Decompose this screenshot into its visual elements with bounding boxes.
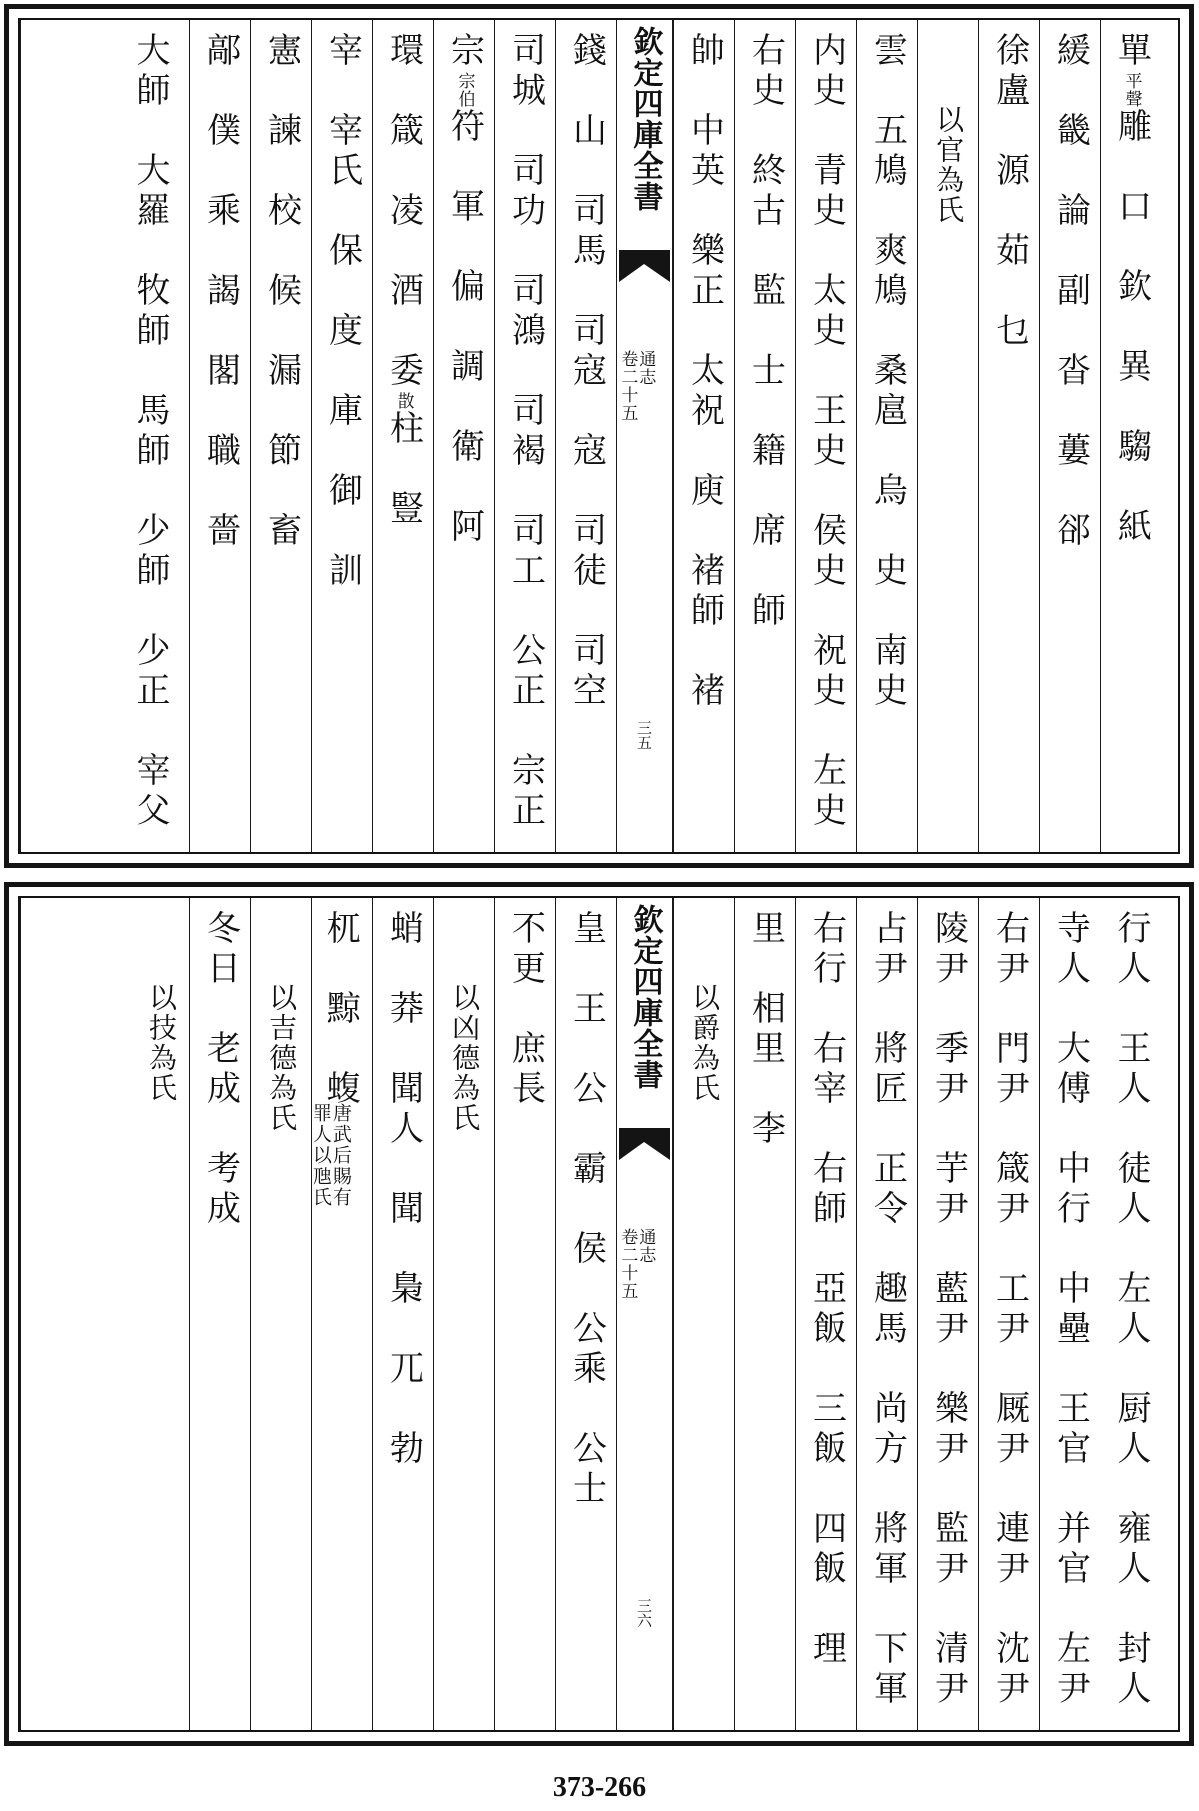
- column-text: 行人 王人 徒人 左人 厨人 雍人 封人: [1111, 910, 1152, 1710]
- text-column-9: [555, 20, 616, 852]
- inline-note: 㪚: [393, 392, 414, 410]
- text-column-3: [978, 20, 1039, 852]
- section-heading: 以凶德為氏: [448, 983, 482, 1133]
- text-column-11: [433, 20, 494, 852]
- text-column-13: [311, 898, 372, 1730]
- column-text: 帥 中英 樂正 太祝 庾 褚師 褚: [684, 32, 725, 712]
- column-text: 單平聲雕 口 欽 異 騶 紙: [1111, 32, 1152, 548]
- inline-note: 宗伯: [454, 72, 475, 108]
- fishtail-mark: [619, 1128, 670, 1170]
- page-number: 373-266: [552, 1772, 647, 1803]
- text-column-6: [795, 20, 856, 852]
- running-head: 欽定四庫全書: [627, 904, 663, 1090]
- text-column-7: [734, 20, 795, 852]
- text-column-10: [494, 898, 555, 1730]
- running-head: 欽定四庫全書: [627, 26, 663, 212]
- top-page-frame: [18, 18, 1180, 854]
- column-text: 司城 司功 司鴻 司褐 司工 公正 宗正: [505, 32, 546, 832]
- annotation-note: 唐武后賜有: [329, 1103, 352, 1208]
- text-column-7: [734, 898, 795, 1730]
- column-text: 内史 青史 太史 王史 侯史 祝史 左史: [806, 32, 847, 832]
- column-text: 錢 山 司馬 司寇 寇 司徒 司空: [566, 32, 607, 712]
- text-column-14: [250, 20, 311, 852]
- text-column-12: [372, 20, 433, 852]
- text-column-14: [250, 898, 311, 1730]
- section-heading: 以爵為氏: [688, 983, 722, 1103]
- text-column-10: [494, 20, 555, 852]
- column-text: 寺人 大傅 中行 中壘 王官 并官 左尹: [1050, 910, 1091, 1710]
- section-heading: 以技為氏: [145, 983, 178, 1103]
- column-text: 右行 右宰 右師 亞飯 三飯 四飯 理: [806, 910, 847, 1670]
- text-column-8: [673, 898, 734, 1730]
- column-text: 右尹 門尹 箴尹 工尹 厩尹 連尹 沈尹: [989, 910, 1030, 1710]
- folio-number: 三六: [635, 1598, 653, 1628]
- text-column-5: [856, 20, 917, 852]
- column-text: 不更 庶長: [505, 910, 546, 1110]
- text-column-4: [917, 898, 978, 1730]
- bottom-page: [4, 882, 1194, 1746]
- volume-label-2: 卷二十五: [617, 1228, 638, 1300]
- text-column-8: [673, 20, 734, 852]
- center-fold-column: [616, 20, 673, 852]
- center-fold-column: [616, 898, 673, 1730]
- volume-label-2: 卷二十五: [617, 350, 638, 422]
- annotation-note-2: 罪人以虺氏: [309, 1103, 332, 1208]
- volume-label: 通志: [635, 350, 656, 386]
- text-column-16: [20, 20, 189, 852]
- column-text: 陵尹 季尹 芋尹 藍尹 樂尹 監尹 清尹: [928, 910, 969, 1710]
- top-page: [4, 4, 1194, 868]
- folio-number: 三五: [635, 720, 653, 750]
- text-column-3: [978, 898, 1039, 1730]
- text-column-2: [1039, 20, 1100, 852]
- column-text: 大師 大羅 牧師 馬師 少師 少正 宰父: [130, 32, 170, 832]
- column-text: 雲 五鳩 爽鳩 桑扈 烏 史 南史: [867, 32, 908, 712]
- column-text: 皇 王 公 霸 侯 公乘 公士: [566, 910, 607, 1510]
- column-text: 右史 終古 監 士 籍 席 師: [745, 32, 786, 632]
- column-text: 杌 黥 蝮: [320, 910, 361, 1110]
- column-text: 宗宗伯符 軍 偏 調 衛 阿: [444, 32, 485, 548]
- text-column-11: [433, 898, 494, 1730]
- text-column-1: [1100, 898, 1161, 1730]
- column-text: 里 相里 李: [745, 910, 786, 1150]
- text-column-15: [189, 898, 250, 1730]
- column-text: 憲 諫 校 候 漏 節 畜: [261, 32, 302, 552]
- column-text: 占尹 將匠 正令 趣馬 尚方 將軍 下軍: [867, 910, 908, 1710]
- text-column-2: [1039, 898, 1100, 1730]
- section-heading: 以吉德為氏: [265, 983, 299, 1133]
- volume-label: 通志: [635, 1228, 656, 1264]
- fishtail-mark: [619, 250, 670, 292]
- column-text: 冬日 老成 考成: [200, 910, 241, 1230]
- text-column-16: [20, 898, 189, 1730]
- text-column-4: [917, 20, 978, 852]
- column-text: 環 箴 凌 酒 委㪚柱 豎: [383, 32, 424, 530]
- column-text: 宰 宰氏 保 度 庫 御 訓: [322, 32, 363, 592]
- bottom-page-frame: [18, 896, 1180, 1732]
- text-column-13: [311, 20, 372, 852]
- text-column-1: [1100, 20, 1161, 852]
- column-text: 蛸 莽 聞人 聞 梟 兀 勃: [383, 910, 424, 1470]
- column-text: 緩 畿 論 副 沓 蔞 郤: [1050, 32, 1091, 552]
- section-heading: 以官為氏: [932, 105, 966, 225]
- text-column-9: [555, 898, 616, 1730]
- column-text: 鄗 僕 乘 謁 閣 職 嗇: [200, 32, 241, 552]
- inline-note: 平聲: [1121, 72, 1142, 108]
- column-text: 徐盧 源 茹 乜: [989, 32, 1030, 352]
- text-column-12: [372, 898, 433, 1730]
- text-column-5: [856, 898, 917, 1730]
- text-column-6: [795, 898, 856, 1730]
- text-column-15: [189, 20, 250, 852]
